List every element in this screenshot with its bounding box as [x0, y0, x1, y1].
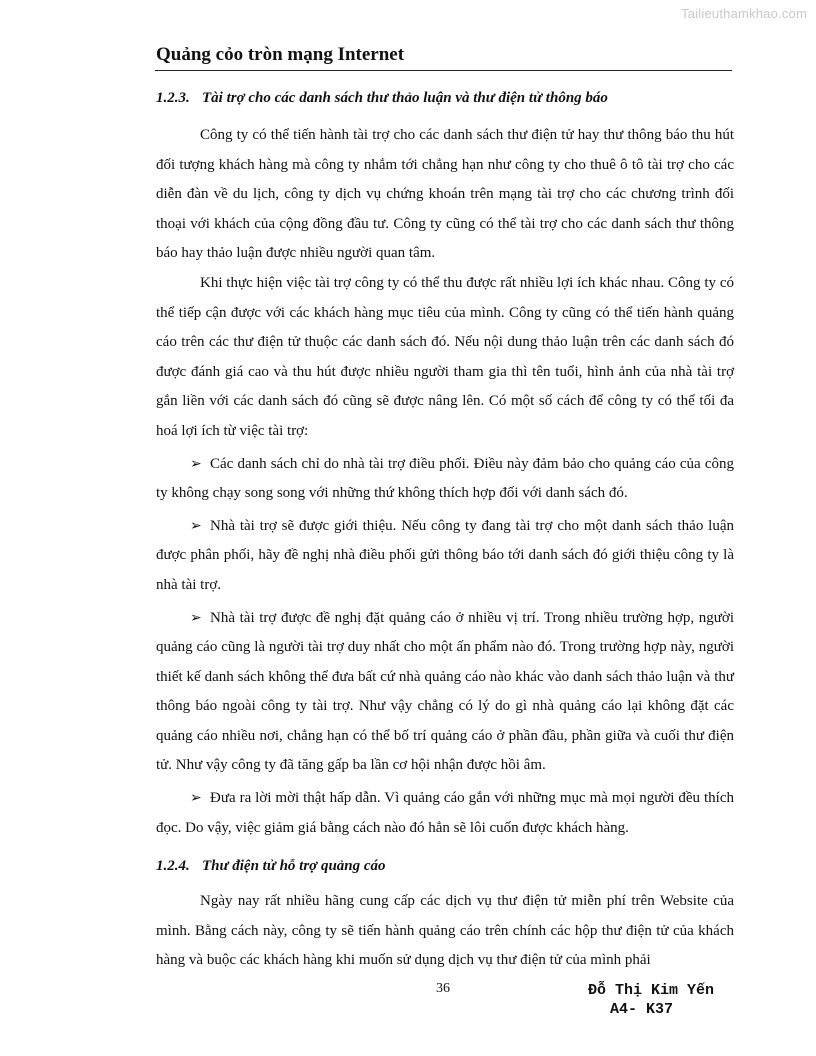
- section-heading-1-2-3: [156, 85, 734, 111]
- section-heading-1-2-4: [156, 853, 734, 879]
- bullet-item: [156, 450, 734, 509]
- arrow-bullet-icon: ➢: [190, 610, 202, 626]
- author-class: A4- K37: [610, 1001, 674, 1018]
- page-header-title: Quảng cỏo tròn mạng Internet: [156, 44, 405, 65]
- arrow-bullet-icon: ➢: [190, 518, 202, 534]
- bullet-text: Các danh sách chỉ do nhà tài trợ điều phối. Điều này đảm bảo cho quảng cáo của công ty không chạy song song với những thứ không thích hợp đối với danh sách đó.: [156, 455, 734, 502]
- arrow-bullet-icon: ➢: [190, 791, 202, 807]
- section-number: 1.2.4.: [156, 858, 190, 875]
- author-signature: [588, 981, 714, 1019]
- bullet-text: Đưa ra lời mời thật hấp dẫn. Vì quảng cáo gắn với những mục mà mọi người đều thích đọc. Do vậy, việc giảm giá bằng cách nào đó hẳn sẽ lôi cuốn được khách hàng.: [156, 790, 734, 836]
- section-title: Thư điện tử hỗ trợ quảng cáo: [202, 858, 386, 875]
- bullet-item: [156, 604, 734, 782]
- paragraph: Khi thực hiện việc tài trợ công ty có thể thu được rất nhiều lợi ích khác nhau. Công ty có thể tiếp cận được với các khách hàng mục tiêu của mình. Công ty cũng có thể tiến hành quảng cáo trên các thư điện tử thuộc các danh sách đó. Nếu nội dung thảo luận trên các danh sách đó được đánh giá cao và thu hút được nhiều người tham gia thì tên tuổi, hình ảnh của nhà tài trợ gắn liền với các danh sách đó cũng sẽ được nâng lên. Có một số cách để công ty có thể tối đa hoá lợi ích từ việc tài trợ:: [156, 274, 734, 439]
- paragraph: Công ty có thể tiến hành tài trợ cho các danh sách thư điện tử hay thư thông báo thu hút đối tượng khách hàng mà công ty nhắm tới chẳng hạn như công ty cho thuê ô tô tài trợ cho các diễn đàn về du lịch, công ty dịch vụ chứng khoán trên mạng tài trợ cho các chương trình đối thoại với khách của cộng đồng đầu tư. Công ty cũng có thể tài trợ cho các danh sách thư thông báo hay thảo luận được nhiều người quan tâm.: [156, 127, 734, 262]
- bullet-text: Nhà tài trợ được đề nghị đặt quảng cáo ở nhiều vị trí. Trong nhiều trường hợp, người quảng cáo cũng là người tài trợ duy nhất cho một ấn phẩm nào đó. Trong trường hợp này, người thiết kế danh sách không thể đưa bất cứ nhà quảng cáo nào khác vào danh sách thảo luận và thư thông báo ngoài công ty tài trợ. Như vậy chẳng có lý do gì nhà quảng cáo lại không đặt các quảng cáo nhiều nơi, chẳng hạn có thể bố trí quảng cáo ở phần đầu, phần giữa và cuối thư điện tử. Như vậy công ty đã tăng gấp ba lần cơ hội nhận được hồi âm.: [156, 609, 734, 774]
- paragraph: Ngày nay rất nhiều hãng cung cấp các dịch vụ thư điện tử miễn phí trên Website của mình. Bằng cách này, công ty sẽ tiến hành quảng cáo trên chính các hộp thư điện tử của khách hàng và buộc các khách hàng khi muốn sử dụng dịch vụ thư điện tử của mình phải: [156, 893, 734, 969]
- document-body: [156, 85, 734, 976]
- bullet-item: [156, 512, 734, 601]
- watermark: Tailieuthamkhao.com: [681, 6, 807, 21]
- arrow-bullet-icon: ➢: [190, 456, 202, 472]
- author-name: Đỗ Thị Kim Yến: [588, 982, 715, 999]
- section-title: Tài trợ cho các danh sách thư thảo luận và thư điện tử thông báo: [202, 90, 608, 106]
- page-number: 36: [436, 981, 450, 996]
- bullet-item: [156, 784, 734, 843]
- bullet-text: Nhà tài trợ sẽ được giới thiệu. Nếu công ty đang tài trợ cho một danh sách thảo luận được phân phối, hãy đề nghị nhà điều phối gửi thông báo tới danh sách đó giới thiệu công ty là nhà tài trợ.: [156, 517, 734, 593]
- header-divider: [155, 70, 732, 71]
- section-number: 1.2.3.: [156, 90, 190, 106]
